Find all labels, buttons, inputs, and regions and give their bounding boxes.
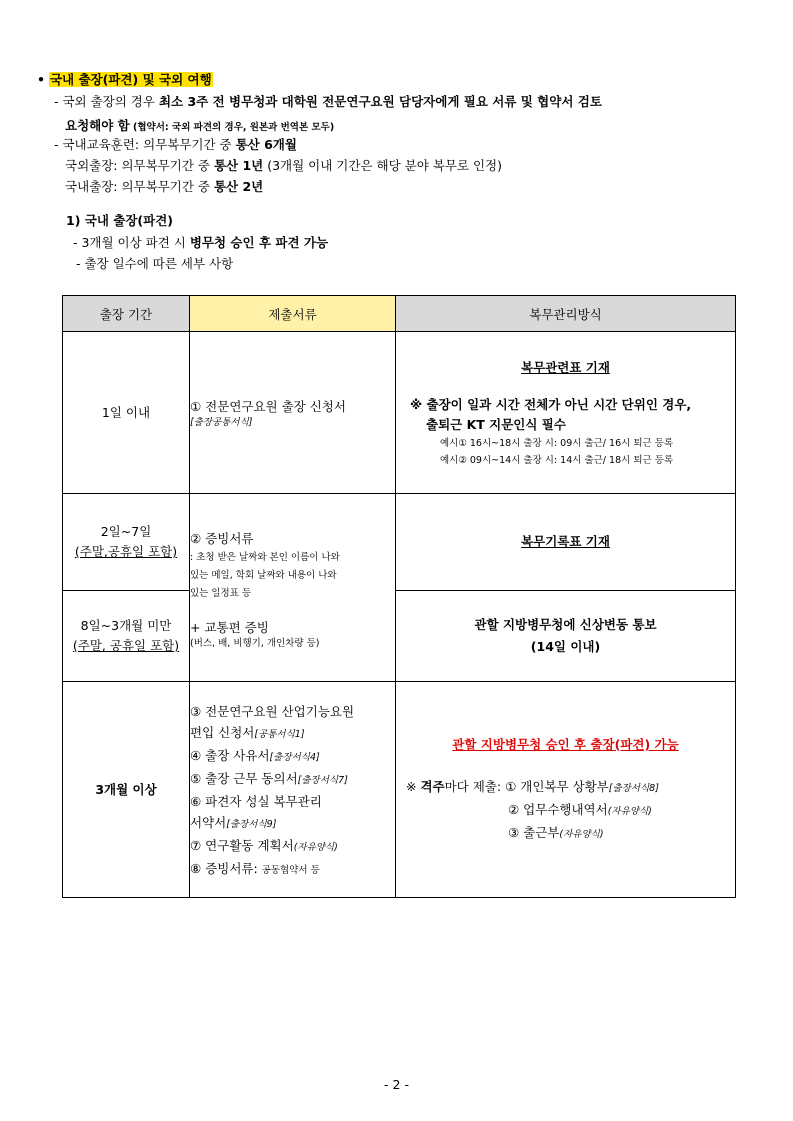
page-number: - 2 - [384,1077,409,1092]
bullet: • [37,72,45,87]
domestic-training-note: - 국내교육훈련: 의무복무기간 중 통산 6개월 [54,137,297,152]
table-row [63,494,736,591]
management-cell: 복무관련표 기재 ※ 출장이 일과 시간 전체가 아닌 시간 단위인 경우, 출퇴근 KT 지문인식 필수 예시① 16시~18시 출장 시: 09시 출근/ 16시 퇴근 등록 예시② 09시~14시 출장 시: 14시 출근/ 18시 퇴근 등록 [396,332,736,494]
business-trip-table [62,295,736,898]
header-management: 복무관리방식 [396,296,736,332]
approval-required-note: 관할 지방병무청 승인 후 출장(파견) 가능 [452,737,679,752]
header-period: 출장 기간 [63,296,190,332]
overseas-trip-note-cont: 요청해야 함 (협약서: 국외 파견의 경우, 원본과 번역본 모두) [65,118,335,133]
management-cell: 관할 지방병무청 승인 후 출장(파견) 가능 ※ 격주마다 제출: ① 개인복무 상황부[출장서식8] ② 업무수행내역서(자유양식) ③ 출근부(자유양식) [396,682,736,898]
documents-cell: ② 증빙서류 : 초청 받은 날짜와 본인 이름이 나와 있는 메일, 학회 날짜와 내용이 나와 있는 일정표 등 + 교통편 증빙 (버스, 배, 비행기, 개인차량 등) [190,494,396,682]
table-header-row [63,296,736,332]
subsection-title: 1) 국내 출장(파견) [66,213,173,228]
management-cell: 관할 지방병무청에 신상변동 통보 (14일 이내) [396,591,736,682]
overseas-trip-note: - 국외 출장의 경우 최소 3주 전 병무청과 대학원 전문연구요원 담당자에게 필요 서류 및 협약서 검토 [54,94,602,109]
management-cell: 복무기록표 기재 [396,494,736,591]
section-header [37,72,213,88]
documents-cell: ① 전문연구요원 출장 신청서 [출장공통서식] [190,332,396,494]
table-row [63,682,736,898]
section-title: 국내 출장(파견) 및 국외 여행 [49,72,212,87]
table-row [63,591,736,682]
period-cell: 8일~3개월 미만 (주말, 공휴일 포함) [63,591,190,682]
period-cell: 3개월 이상 [63,682,190,898]
header-documents: 제출서류 [190,296,396,332]
period-cell: 2일~7일 (주말,공휴일 포함) [63,494,190,591]
subsection-note-1: - 3개월 이상 파견 시 병무청 승인 후 파견 가능 [73,235,329,250]
table-row [63,332,736,494]
overseas-limit-note: 국외출장: 의무복무기간 중 통산 1년 (3개월 이내 기간은 해당 분야 복무로 인정) [65,158,502,173]
documents-cell: ③ 전문연구요원 산업기능요원 편입 신청서[공통서식1] ④ 출장 사유서[출장서식4] ⑤ 출장 근무 동의서[출장서식7] ⑥ 파견자 성실 복무관리 서약서[출장서식9] ⑦ 연구활동 계획서(자유양식) ⑧ 증빙서류: 공동협약서 등 [190,682,396,898]
subsection-note-2: - 출장 일수에 따른 세부 사항 [76,256,234,271]
domestic-limit-note: 국내출장: 의무복무기간 중 통산 2년 [65,179,264,194]
period-cell: 1일 이내 [63,332,190,494]
